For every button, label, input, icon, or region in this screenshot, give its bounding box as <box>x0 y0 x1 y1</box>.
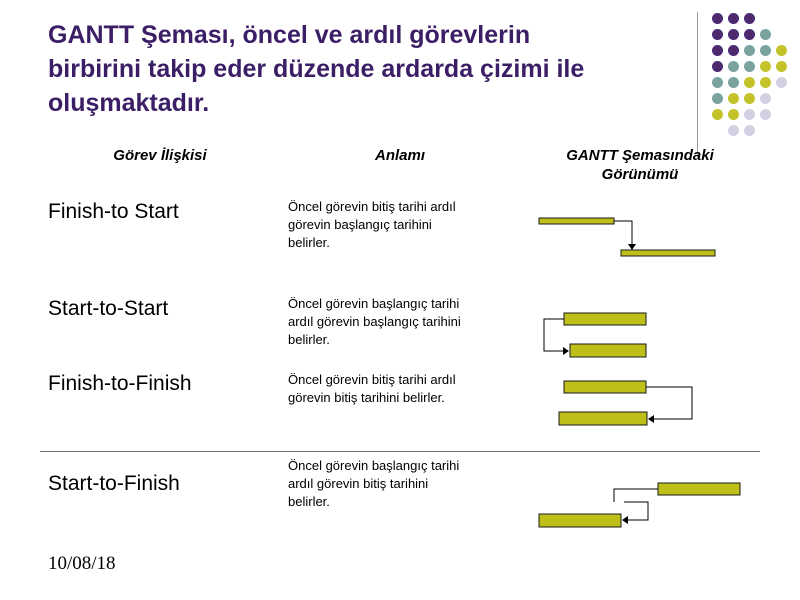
arrow-head-icon <box>563 347 569 355</box>
predecessor-bar <box>658 483 740 495</box>
title-line-1: GANTT Şeması, öncel ve ardıl görevlerin <box>48 21 531 49</box>
desc-line: Öncel görevin bitiş tarihi ardıl <box>288 372 456 387</box>
predecessor-bar <box>539 218 614 224</box>
relation-start-to-start: Start-to-Start <box>48 297 169 320</box>
desc-line: belirler. <box>288 494 330 509</box>
successor-bar <box>559 412 647 425</box>
relation-start-to-finish: Start-to-Finish <box>48 472 180 495</box>
successor-bar <box>539 514 621 527</box>
title-line-2: birbirini takip eder düzende ardarda çizimi ile <box>48 55 585 83</box>
gantt-finish-to-finish <box>559 381 692 425</box>
header-meaning: Anlamı <box>374 147 425 164</box>
gantt-finish-to-start <box>539 218 715 256</box>
desc-line: Öncel görevin başlangıç tarihi <box>288 296 460 311</box>
desc-line: Öncel görevin bitiş tarihi ardıl <box>288 199 456 214</box>
slide-date: 10/08/18 <box>48 553 116 574</box>
predecessor-bar <box>564 381 646 393</box>
desc-line: ardıl görevin bitiş tarihini <box>288 476 429 491</box>
desc-line: görevin bitiş tarihini belirler. <box>288 390 445 405</box>
dependency-connector <box>544 319 564 351</box>
dependency-connector <box>646 387 692 419</box>
dependency-connector <box>614 489 658 502</box>
desc-line: Öncel görevin başlangıç tarihi <box>288 458 460 473</box>
header-gantt-view-line-1: GANTT Şemasındaki <box>566 147 714 164</box>
arrow-head-icon <box>648 415 654 423</box>
header-gantt-view-line-2: Görünümü <box>601 166 679 183</box>
header-relation: Görev İlişkisi <box>113 147 207 164</box>
successor-bar <box>621 250 715 256</box>
title-line-3: oluşmaktadır. <box>48 89 210 117</box>
arrow-head-icon <box>628 244 636 250</box>
relation-finish-to-start: Finish-to Start <box>48 200 179 223</box>
desc-line: görevin başlangıç tarihini <box>288 217 432 232</box>
gantt-start-to-finish <box>539 483 740 527</box>
predecessor-bar <box>564 313 646 325</box>
arrow-head-icon <box>622 516 628 524</box>
relation-finish-to-finish: Finish-to-Finish <box>48 372 192 395</box>
successor-bar <box>570 344 646 357</box>
desc-line: belirler. <box>288 235 330 250</box>
dependency-connector <box>614 221 632 244</box>
desc-line: ardıl görevin başlangıç tarihini <box>288 314 461 329</box>
desc-line: belirler. <box>288 332 330 347</box>
gantt-start-to-start <box>544 313 646 357</box>
